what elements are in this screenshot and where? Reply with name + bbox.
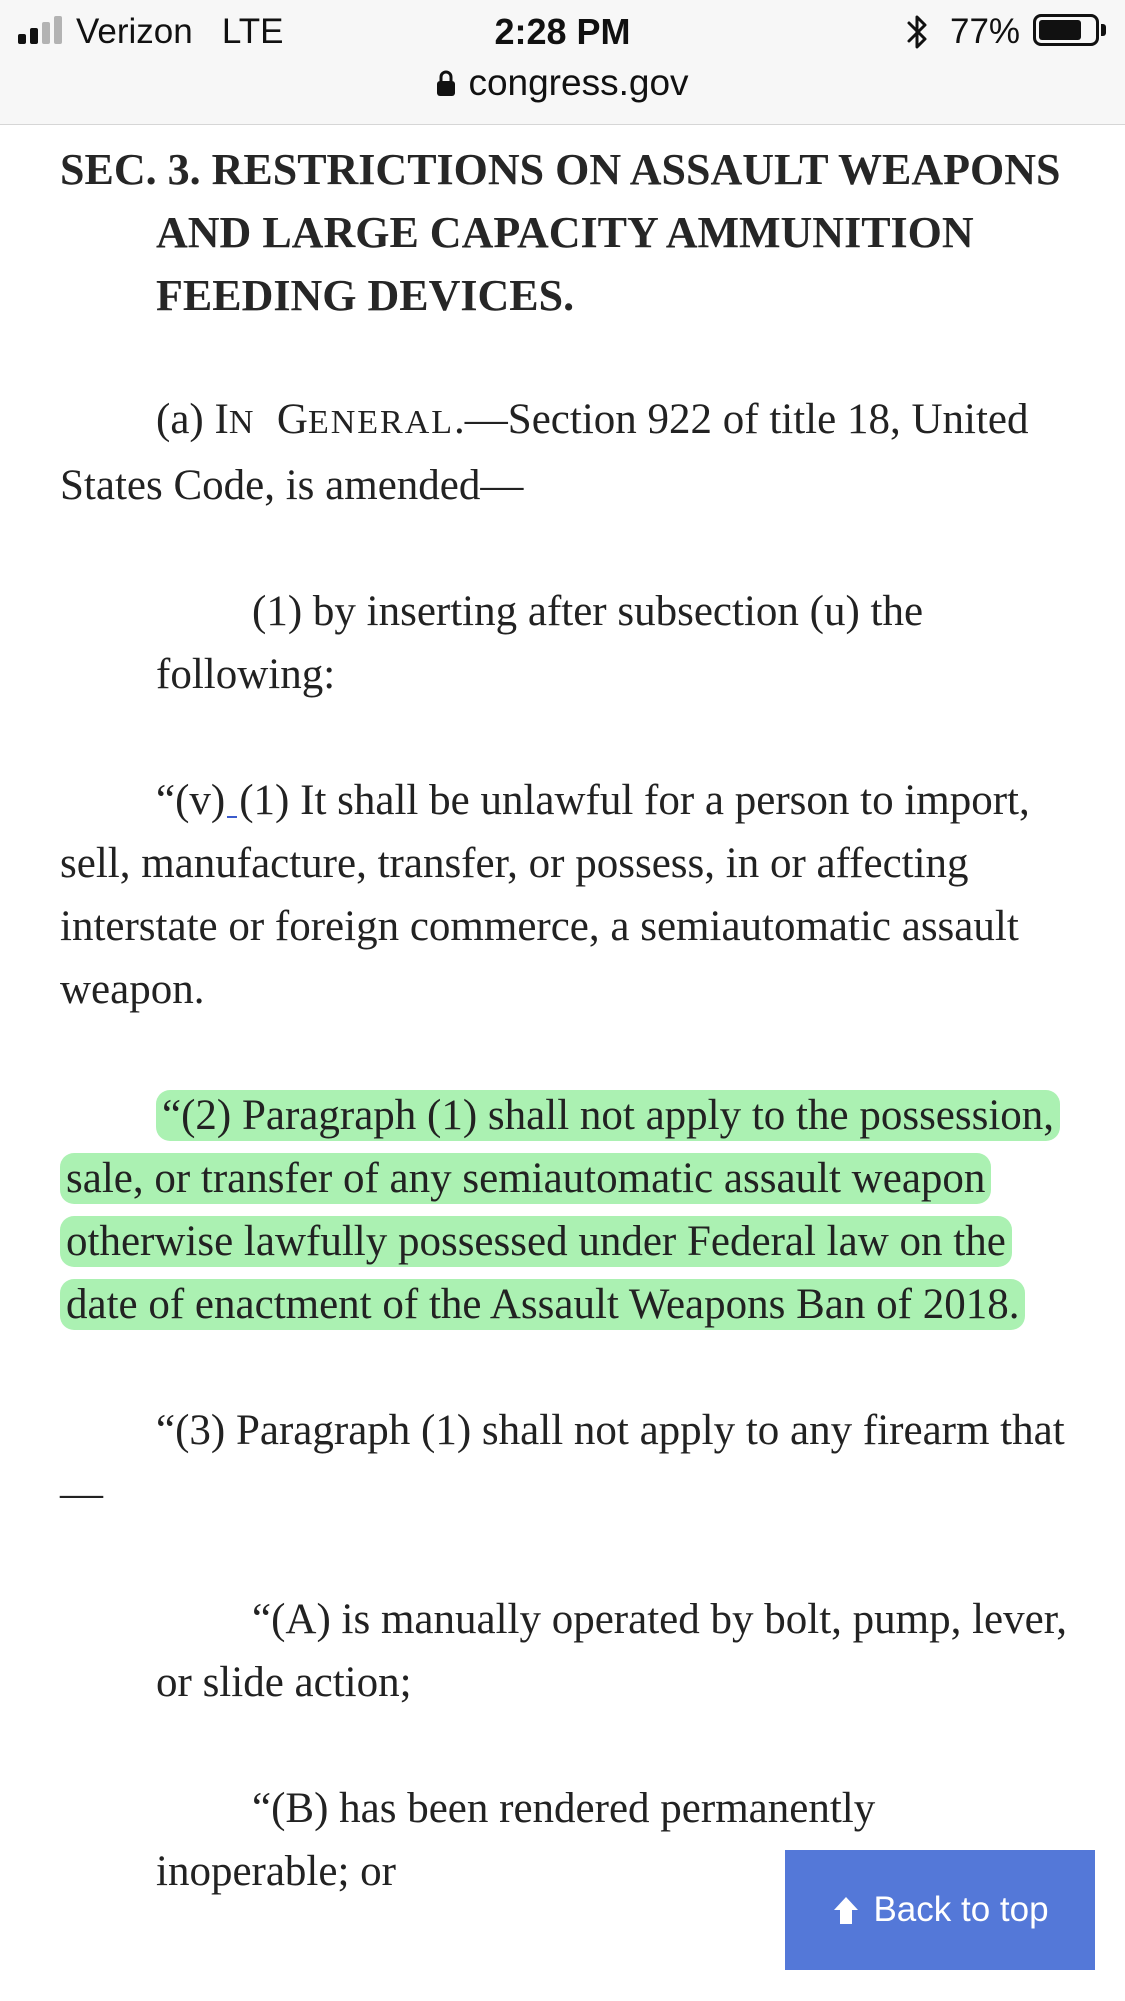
bill-text	[60, 124, 1070, 1903]
para-a-label-n: N	[228, 404, 256, 441]
paragraph-A: “(A) is manually operated by bolt, pump, lever, or slide action;	[156, 1596, 1068, 1706]
bluetooth-icon	[903, 12, 933, 52]
para-a-label-i: I	[214, 396, 229, 443]
carrier-label: Verizon LTE	[76, 12, 284, 51]
arrow-up-icon	[831, 1894, 861, 1926]
paragraph-a	[60, 388, 1070, 517]
para-a-label-g: G	[276, 396, 308, 443]
battery-icon	[1033, 14, 1099, 46]
para-v-text: (1) It shall be unlawful for a person to import, sell, manufacture, transfer, or possess, in or affecting interstate or foreign commerce, a semiautomatic assault weapon.	[60, 777, 1030, 1013]
back-to-top-button[interactable]	[785, 1850, 1095, 1970]
paragraph-v2	[60, 1084, 1070, 1336]
section-heading: SEC. 3. RESTRICTIONS ON ASSAULT WEAPONS AND LARGE CAPACITY AMMUNITION FEEDING DEVICES.	[60, 145, 1061, 320]
battery-nub	[1101, 24, 1106, 36]
para-a-label-eneral: ENERAL	[307, 404, 455, 441]
paragraph-B: “(B) has been rendered permanently inoperable; or	[156, 1785, 876, 1895]
para-a-label-end: .	[454, 396, 465, 443]
paragraph-v3: “(3) Paragraph (1) shall not apply to any firearm that—	[60, 1407, 1065, 1517]
url-domain[interactable]: congress.gov	[468, 62, 689, 103]
lock-icon	[436, 69, 456, 97]
paragraph-v	[60, 769, 1070, 1021]
url-bar[interactable]	[0, 58, 1125, 108]
para-a-text: —Section 922 of title 18, United States Code, is amended—	[60, 396, 1029, 509]
paragraph-1: (1) by inserting after subsection (u) the following:	[156, 588, 924, 698]
battery-fill	[1039, 20, 1081, 40]
clock: 2:28 PM	[494, 11, 631, 52]
battery-percent: 77%	[950, 12, 1021, 51]
back-to-top-label[interactable]: Back to top	[873, 1890, 1049, 1929]
status-bar	[0, 0, 1125, 125]
highlighted-text: “(2) Paragraph (1) shall not apply to the possession, sale, or transfer of any semiautomatic assault weapon otherwise lawfully possessed under Federal law on the date of enactment of the Assault Weapons Ban of 2018.	[60, 1090, 1060, 1330]
para-v-open: “(v)	[156, 777, 226, 824]
para-a-prefix: (a)	[156, 396, 215, 443]
link-underline[interactable]	[227, 816, 237, 818]
